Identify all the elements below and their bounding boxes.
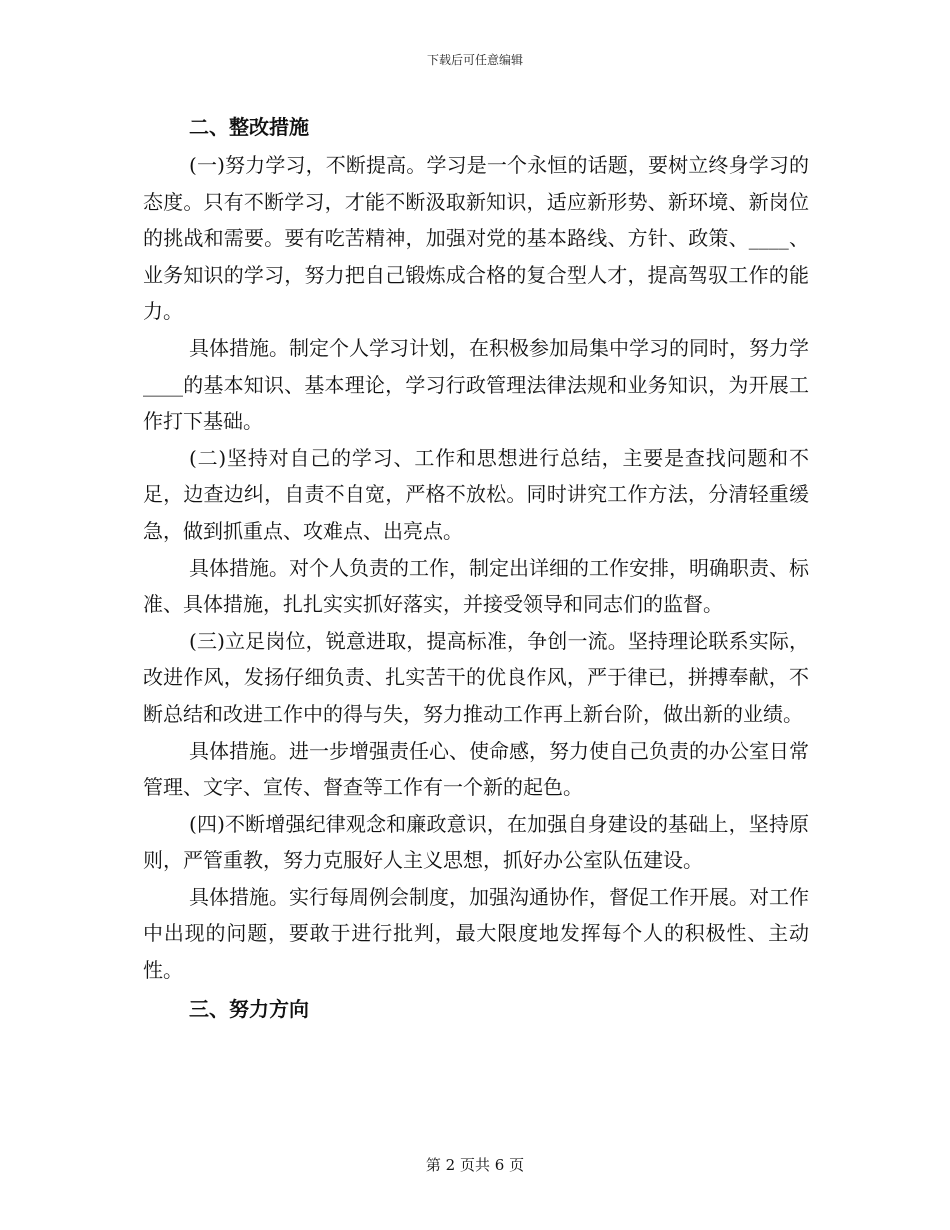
document-body [143,107,809,1029]
paragraph-item-2: (二)坚持对自己的学习、工作和思想进行总结，主要是查找问题和不足，边查边纠，自责不自宽，严格不放松。同时讲究工作方法，分清轻重缓急，做到抓重点、攻难点、出亮点。 [143,445,809,543]
page-header-note: 下载后可任意编辑 [426,53,523,67]
section-heading-direction: 三、努力方向 [189,996,309,1021]
page-number-footer: 第 2 页共 6 页 [425,1156,525,1174]
paragraph-measure-2: 具体措施。对个人负责的工作，制定出详细的工作安排，明确职责、标准、具体措施，扎扎实实抓好落实，并接受领导和同志们的监督。 [143,555,809,617]
section-heading-measures: 二、整改措施 [189,115,309,139]
paragraph-measure-3: 具体措施。进一步增强责任心、使命感，努力使自己负责的办公室日常管理、文字、宣传、督查等工作有一个新的起色。 [143,738,809,800]
paragraph-measure-4: 具体措施。实行每周例会制度，加强沟通协作，督促工作开展。对工作中出现的问题，要敢于进行批判，最大限度地发挥每个人的积极性、主动性。 [143,884,809,983]
paragraph-measure-1: 具体措施。制定个人学习计划，在积极参加局集中学习的同时，努力学____的基本知识、基本理论，学习行政管理法律法规和业务知识，为开展工作打下基础。 [143,335,809,434]
paragraph-item-4: (四)不断增强纪律观念和廉政意识，在加强自身建设的基础上，坚持原则，严管重教，努力克服好人主义思想，抓好办公室队伍建设。 [143,811,809,873]
paragraph-item-1: (一)努力学习，不断提高。学习是一个永恒的话题，要树立终身学习的态度。只有不断学习，才能不断汲取新知识，适应新形势、新环境、新岗位的挑战和需要。要有吃苦精神，加强对党的基本路线、方针、政策、____、业务知识的学习，努力把自己锻炼成合格的复合型人才，提高驾驭工作的能力。 [143,153,809,324]
paragraph-item-3: (三)立足岗位，锐意进取，提高标准，争创一流。坚持理论联系实际，改进作风，发扬仔细负责、扎实苦干的优良作风，严于律已，拼搏奉献，不断总结和改进工作中的得与失，努力推动工作再上新台阶，做出新的业绩。 [143,628,809,726]
